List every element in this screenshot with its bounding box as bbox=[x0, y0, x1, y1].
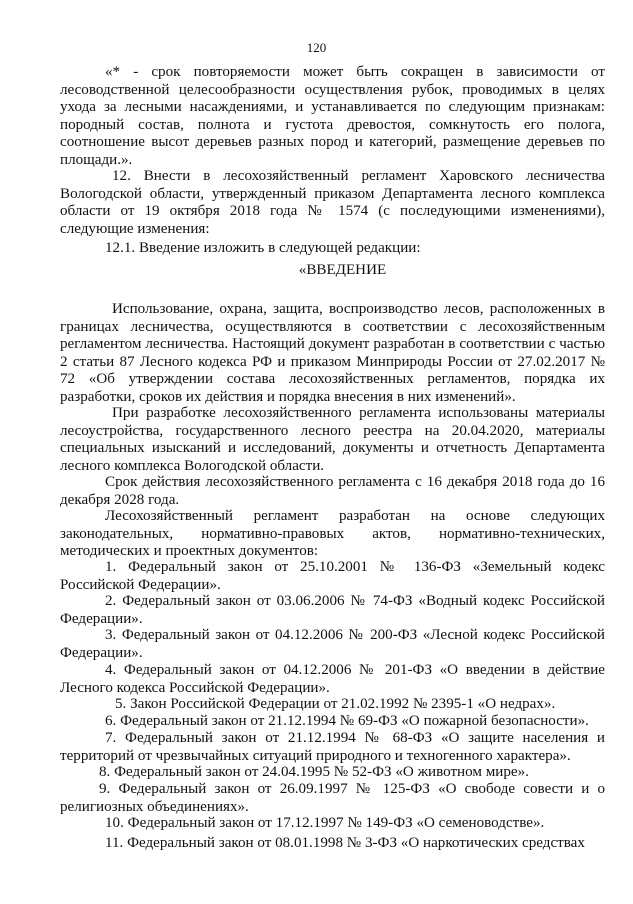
amendment-item-12: 12. Внести в лесохозяйственный регламент Харовского лесничества Вологодской области, утвержденный приказом Департамента лесного комплекса области от 19 октября 2018 года № 1574 (с последующими изменениями), следующие изменения: bbox=[60, 168, 605, 237]
intro-paragraph-1: Использование, охрана, защита, воспроизводство лесов, расположенных в границах лесничества, осуществляются в соответствии с лесохозяйственным регламентом лесничества. Настоящий документ разработан в соответствии с частью 2 статьи 87 Лесного кодекса РФ и приказом Минприроды России от 27.02.2017 № 72 «Об утверждении состава лесохозяйственных регламентов, порядка их разработки, сроков их действия и порядка внесения в них изменений». bbox=[60, 301, 605, 405]
page-number: 120 bbox=[306, 40, 327, 55]
validity-paragraph: Срок действия лесохозяйственного регламента с 16 декабря 2018 года до 16 декабря 2028 года. bbox=[60, 474, 605, 508]
section-heading: «ВВЕДЕНИЕ bbox=[298, 262, 387, 278]
basis-paragraph: Лесохозяйственный регламент разработан на основе следующих законодательных, нормативно-правовых актов, нормативно-технических, методических и проектных документов: bbox=[60, 508, 605, 560]
law-item-10: 10. Федеральный закон от 17.12.1997 № 149-ФЗ «О семеноводстве». bbox=[105, 815, 545, 831]
law-item-9: 9. Федеральный закон от 26.09.1997 № 125-ФЗ «О свободе совести и о религиозных объединениях». bbox=[60, 781, 605, 815]
amendment-item-12-1: 12.1. Введение изложить в следующей редакции: bbox=[105, 240, 421, 256]
law-item-4: 4. Федеральный закон от 04.12.2006 № 201-ФЗ «О введении в действие Лесного кодекса Российской Федерации». bbox=[60, 662, 605, 696]
law-item-7: 7. Федеральный закон от 21.12.1994 № 68-ФЗ «О защите населения и территорий от чрезвычайных ситуаций природного и техногенного характера». bbox=[60, 730, 605, 764]
law-item-5: 5. Закон Российской Федерации от 21.02.1992 № 2395-1 «О недрах». bbox=[115, 696, 556, 712]
intro-paragraph-2: При разработке лесохозяйственного регламента использованы материалы лесоустройства, государственного лесного реестра на 20.04.2020, материалы специальных изысканий и исследований, документы и отчетность Департамента лесного комплекса Вологодской области. bbox=[60, 405, 605, 474]
law-item-6: 6. Федеральный закон от 21.12.1994 № 69-ФЗ «О пожарной безопасности». bbox=[105, 713, 589, 729]
law-item-11: 11. Федеральный закон от 08.01.1998 № 3-ФЗ «О наркотических средствах bbox=[105, 835, 585, 851]
law-item-8: 8. Федеральный закон от 24.04.1995 № 52-ФЗ «О животном мире». bbox=[99, 764, 529, 780]
law-item-2: 2. Федеральный закон от 03.06.2006 № 74-ФЗ «Водный кодекс Российской Федерации». bbox=[60, 593, 605, 627]
law-item-3: 3. Федеральный закон от 04.12.2006 № 200-ФЗ «Лесной кодекс Российской Федерации». bbox=[60, 627, 605, 661]
footnote-paragraph: «* - срок повторяемости может быть сокращен в зависимости от лесоводственной целесообразности осуществления рубок, проводимых в целях ухода за лесными насаждениями, и устанавливается по следующим признакам: породный состав, полнота и густота древостоя, сомкнутость его полога, соотношение высот деревьев разных пород и категорий, размещение деревьев по площади.». bbox=[60, 64, 605, 168]
law-item-1: 1. Федеральный закон от 25.10.2001 № 136-ФЗ «Земельный кодекс Российской Федерации». bbox=[60, 559, 605, 593]
